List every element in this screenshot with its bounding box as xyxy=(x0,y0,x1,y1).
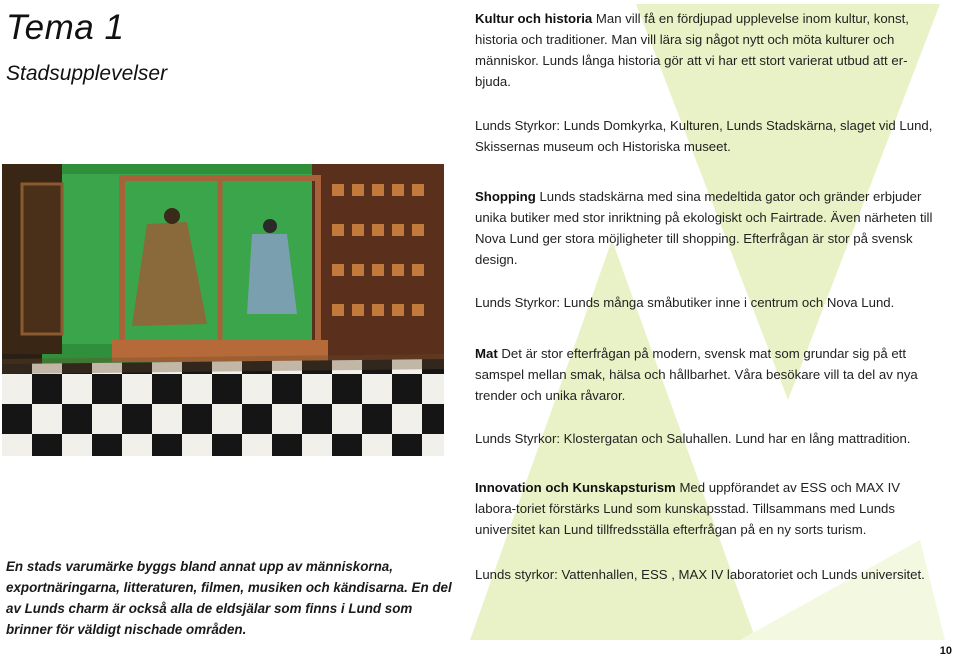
page-number: 10 xyxy=(939,645,952,657)
section-body: Med uppförandet av ESS och MAX IV labora-toriet förstärks Lund som kunskapsstad. Tillsammans med Lunds universitet kan Lund tillfredsställa efterfrågan på en ny sorts turism. xyxy=(475,480,901,537)
museum-exhibit-photo xyxy=(2,164,444,456)
section-innovation xyxy=(475,477,940,540)
section-heading: Shopping xyxy=(475,189,536,204)
section-kultur xyxy=(475,8,940,92)
page-title: Tema 1 xyxy=(6,8,125,47)
section-heading: Kultur och historia xyxy=(475,11,593,26)
section-strengths: Lunds Styrkor: Lunds många småbutiker inne i centrum och Nova Lund. xyxy=(475,295,895,310)
brand-quote: En stads varumärke byggs bland annat upp av människorna, exportnäringarna, litteraturen, filmen, musiken och kändisarna. En del av Lunds charm är också alla de eldsjälar som finns i Lund som brinner för väldigt nischade områden. xyxy=(6,559,452,637)
section-strengths: Lunds Styrkor: Lunds Domkyrka, Kulturen, Lunds Stadskärna, slaget vid Lund, Skissernas museum och Historiska museet. xyxy=(475,118,933,154)
section-body: Det är stor efterfrågan på modern, svensk mat som grundar sig på ett samspel mellan smak, hälsa och hållbarhet. Våra besökare vill ta del av nya trender och unika råvaror. xyxy=(475,346,918,403)
section-body: Lunds stadskärna med sina medeltida gator och gränder erbjuder unika butiker med stor inriktning på ekologiskt och Fairtrade. Även närheten till Nova Lund ger stora möjligheter till shopping. Efterfrågan är stor på svensk design. xyxy=(475,189,933,267)
section-heading: Mat xyxy=(475,346,498,361)
section-shopping xyxy=(475,186,940,270)
page-subtitle: Stadsupplevelser xyxy=(6,62,168,85)
section-strengths: Lunds Styrkor: Klostergatan och Saluhallen. Lund har en lång mattradition. xyxy=(475,431,911,446)
section-body: Man vill få en fördjupad upplevelse inom kultur, konst, historia och traditioner. Man vill lära sig något nytt och möta kulturer och människor. Lunds långa historia gör att vi har ett stort varierat utbud att er-bjuda. xyxy=(475,11,909,89)
section-strengths: Lunds styrkor: Vattenhallen, ESS , MAX IV laboratoriet och Lunds universitet. xyxy=(475,567,925,582)
section-heading: Innovation och Kunskapsturism xyxy=(475,480,676,495)
section-mat xyxy=(475,343,940,406)
